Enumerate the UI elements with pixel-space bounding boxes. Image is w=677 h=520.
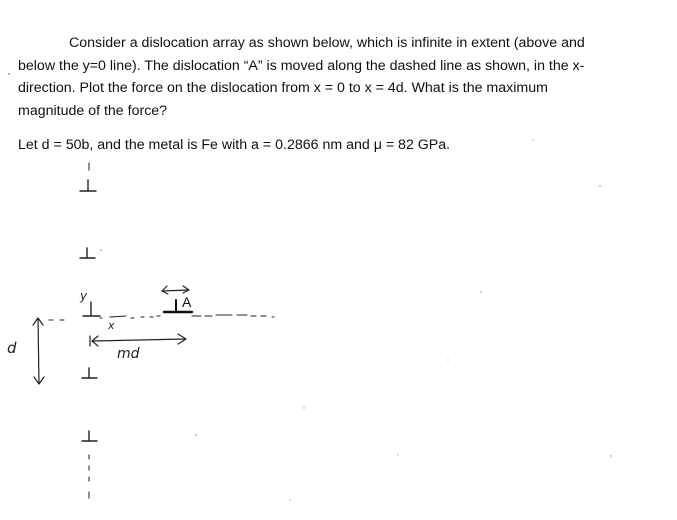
scan-specks	[8, 73, 612, 501]
dislocation-A-label: A	[182, 294, 192, 310]
d-dimension-arrow	[33, 318, 44, 384]
md-dimension-arrow	[90, 334, 186, 346]
problem-line-3: direction. Plot the force on the dislocation from x = 0 to x = 4d. What is the maximum	[18, 80, 548, 96]
dislocation-symbol-4	[82, 431, 97, 441]
dislocation-symbol-3	[82, 368, 97, 378]
y-axis-label: y	[80, 289, 88, 303]
problem-line-1-text: Consider a dislocation array as shown below, which is infinite in extent (above and	[69, 35, 585, 51]
motion-arrow	[162, 286, 189, 294]
d-label: d	[7, 339, 17, 357]
dislocation-symbol-2	[80, 248, 95, 258]
x-axis-label: x	[108, 319, 115, 332]
given-values: Let d = 50b, and the metal is Fe with a = 0.2866 nm and μ = 82 GPa.	[18, 137, 451, 153]
dislocation-symbol-1	[80, 180, 96, 191]
md-label: md	[117, 346, 140, 362]
problem-line-4: magnitude of the force?	[18, 102, 168, 119]
dislocation-symbol-origin	[83, 302, 100, 316]
problem-line-2: below the y=0 line). The dislocation “A” is moved along the dashed line as shown, in the x-	[18, 57, 585, 74]
